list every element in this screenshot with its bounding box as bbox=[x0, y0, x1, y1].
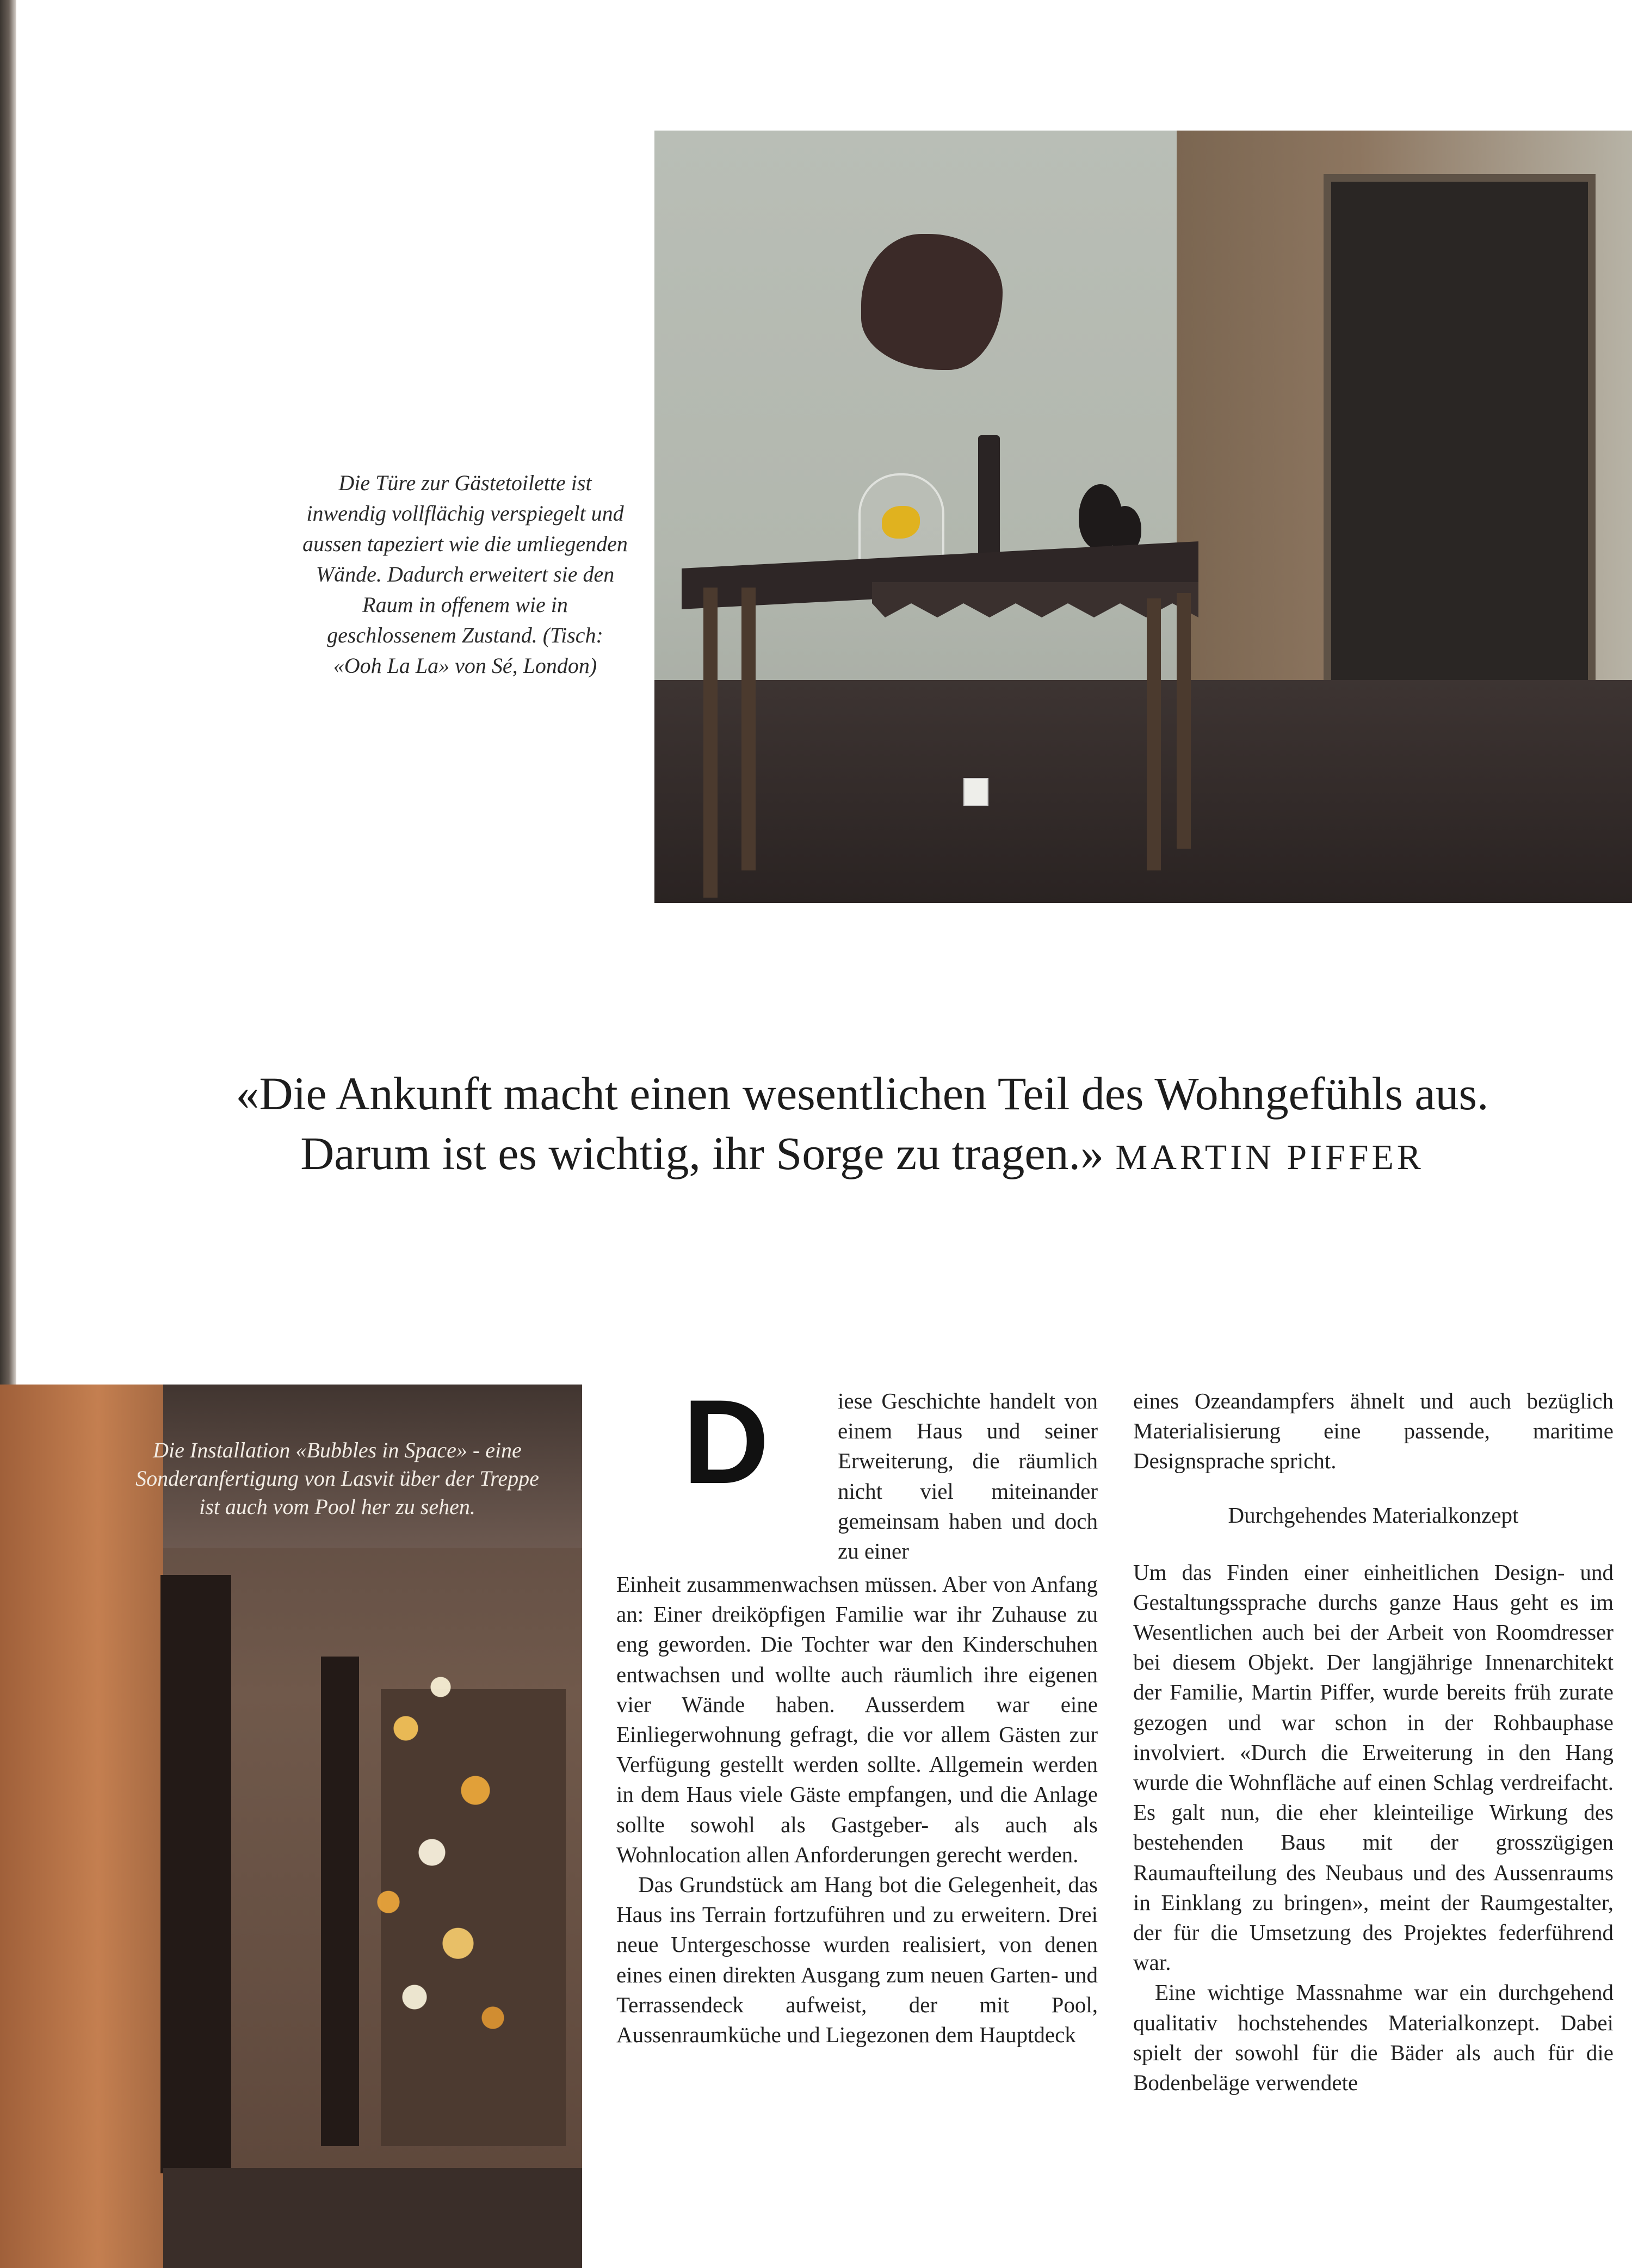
column-2-paragraph-2: Eine wichtige Massnahme war ein durchgehend qualitativ hochstehendes Materialkonzept. Dabei spielt der sowohl für die Bäder als auch für die Bodenbeläge verwendete bbox=[1133, 1980, 1614, 2096]
column-2 bbox=[1133, 1386, 1614, 2098]
photo-coral-sculpture bbox=[861, 234, 1003, 370]
photo-console-leg bbox=[741, 588, 756, 870]
pull-quote bbox=[144, 1064, 1580, 1188]
photo-console-leg bbox=[1147, 598, 1161, 870]
column-1-paragraph-2: Das Grundstück am Hang bot die Gelegenheit, das Haus ins Terrain fortzuführen und zu erweitern. Drei neue Untergeschosse wurden realisiert, von denen eines einen direkten Ausgang zum neuen Garten- und Terrassendeck aufweist, der mit Pool, Aussenraumküche und Liegezonen dem Hauptdeck bbox=[616, 1872, 1098, 2048]
console-table-photo bbox=[654, 131, 1632, 903]
column-1-intro bbox=[838, 1386, 1098, 1566]
pull-quote-author: MARTIN PIFFER bbox=[1115, 1138, 1424, 1177]
photo-floor bbox=[163, 2168, 582, 2268]
column-1-paragraph-1: Einheit zusammenwachsen müssen. Aber von Anfang an: Einer dreiköpfigen Familie war ihr Zuhause zu eng geworden. Die Tochter war den Kinderschuhen entwachsen und wollte auch räumlich ihre eigenen vier Wände haben. Ausserdem war eine Einliegerwohnung gefragt, die vor allem Gästen zur Verfügung gestellt werden sollte. Allgemein werden in dem Haus viele Gäste empfangen, und die Anlage sollte sowohl als Gastgeber- als auch als Wohnlocation allen Anforderungen gerecht werden. bbox=[616, 1572, 1098, 1867]
photo-console-leg bbox=[1177, 593, 1191, 849]
photo-wall-socket bbox=[963, 778, 988, 806]
top-photo-caption: Die Türe zur Gästetoilette ist inwendig vollflächig verspiegelt und aussen tapeziert wie die umliegenden Wände. Dadurch erweitert sie den Raum in offenem wie in geschlossenem Zustand. (Tisch: «Ooh La La» von Sé, London) bbox=[302, 471, 628, 678]
photo-glass-bubbles bbox=[354, 1646, 528, 2059]
section-subheading: Durchgehendes Materialkonzept bbox=[1228, 1502, 1519, 1528]
photo-yellow-bird bbox=[882, 506, 920, 539]
bottom-photo-caption: Die Installation «Bubbles in Space» - eine Sonderanfertigung von Lasvit über der Treppe ist auch vom Pool her zu sehen. bbox=[135, 1438, 539, 1519]
pull-quote-line-2 bbox=[144, 1123, 1580, 1188]
pull-quote-text: Darum ist es wichtig, ihr Sorge zu tragen.» bbox=[300, 1127, 1104, 1179]
photo-console-leg bbox=[703, 588, 718, 898]
column-1 bbox=[616, 1569, 1098, 2050]
column-1-intro-text: iese Geschichte handelt von einem Haus und seiner Erweiterung, die räumlich nicht viel miteinander gemeinsam haben und doch zu einer bbox=[838, 1388, 1098, 1564]
photo-floor bbox=[654, 680, 1632, 903]
pull-quote-line-1: «Die Ankunft macht einen wesentlichen Teil des Wohngefühls aus. bbox=[236, 1067, 1489, 1120]
drop-cap: D bbox=[683, 1375, 769, 1509]
column-2-paragraph-0: eines Ozeandampfers ähnelt und auch bezüglich Materialisierung eine passende, maritime Designsprache spricht. bbox=[1133, 1388, 1614, 1474]
photo-dark-doorway bbox=[160, 1575, 231, 2173]
photo-candlestick bbox=[978, 435, 1000, 560]
column-2-paragraph-1: Um das Finden einer einheitlichen Design- und Gestaltungssprache durchs ganze Haus geht es im Wesentlichen auch bei der Arbeit von Roomdresser bei diesem Objekt. Der langjährige Innenarchitekt der Familie, Martin Piffer, wurde bereits früh zurate gezogen und war schon in der Rohbauphase involviert. «Durch die Erweiterung in den Hang wurde die Wohnfläche auf einen Schlag verdreifacht. Es galt nun, die eher kleinteilige Wirkung des bestehenden Baus mit der grosszügigen Raumaufteilung des Neubaus und des Aussenraums in Einklang zu bringen», meint der Raumgestalter, der für die Umsetzung des Projektes federführend war. bbox=[1133, 1559, 1614, 1975]
